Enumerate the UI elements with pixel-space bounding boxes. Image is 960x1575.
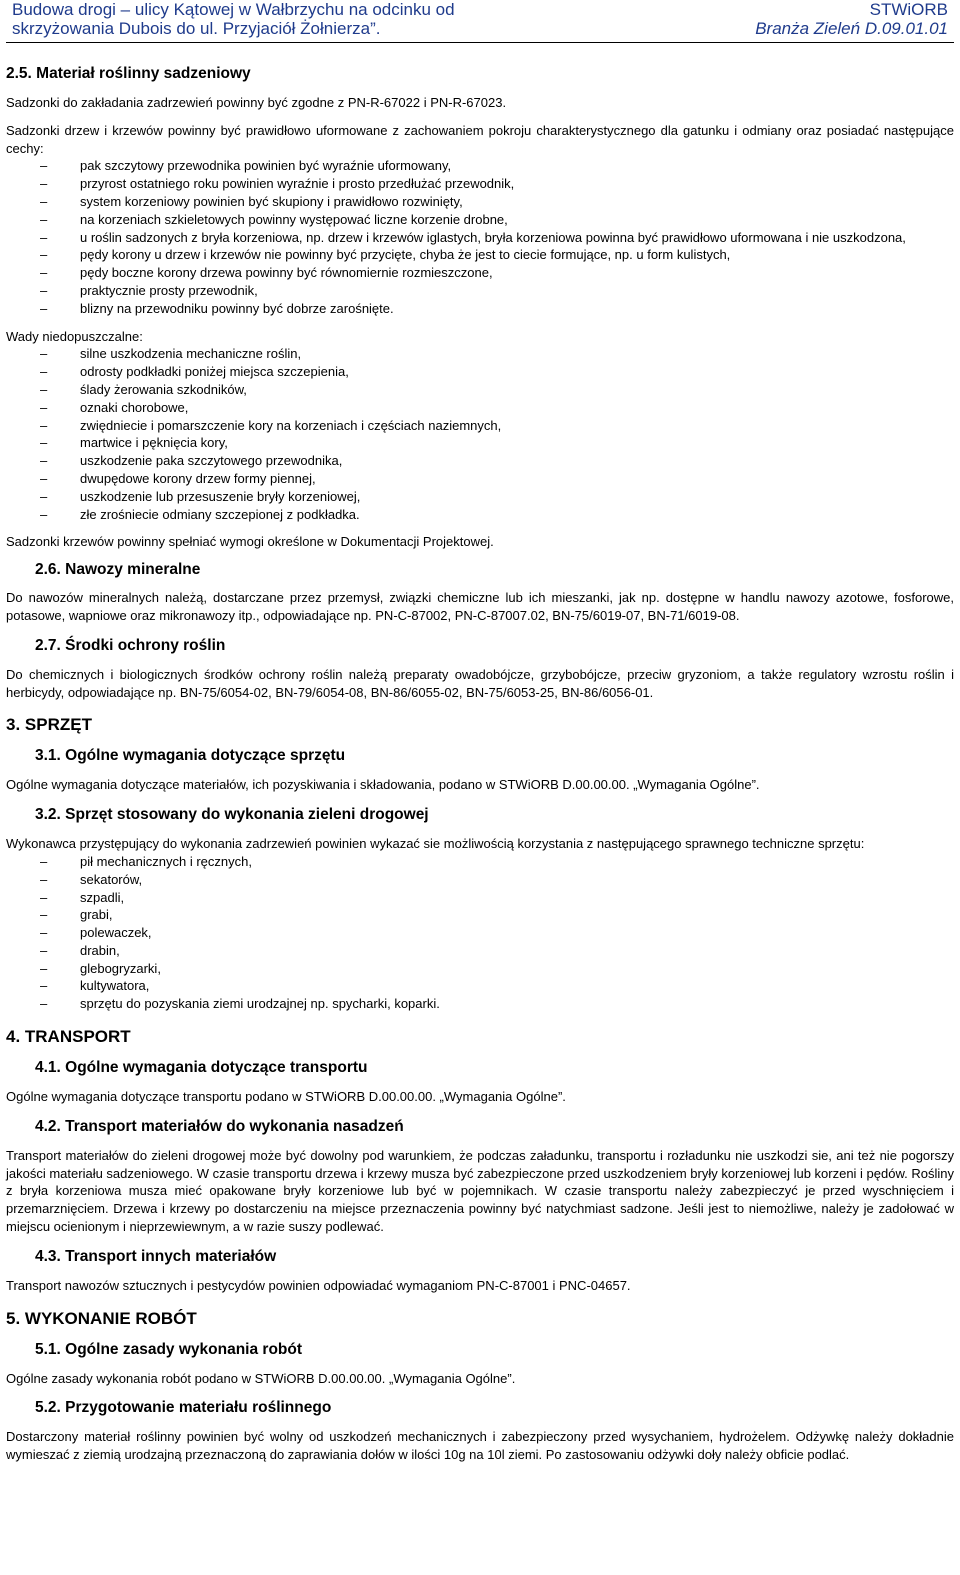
section-4-heading: 4. TRANSPORT	[6, 1027, 131, 1047]
section-5-1-heading: 5.1. Ogólne zasady wykonania robót	[35, 1340, 303, 1358]
section-5-2-heading: 5.2. Przygotowanie materiału roślinnego	[35, 1399, 332, 1417]
list-item: – martwice i pęknięcia kory,	[6, 434, 954, 452]
list-item: – pędy boczne korony drzewa powinny być równomiernie rozmieszczone,	[6, 264, 954, 282]
section-3-1-heading: 3.1. Ogólne wymagania dotyczące sprzętu	[35, 747, 346, 765]
list-item: – silne uszkodzenia mechaniczne roślin,	[6, 345, 954, 363]
list-item: – złe zrośniecie odmiany szczepionej z podkładka.	[6, 506, 954, 524]
list-item: – polewaczek,	[6, 924, 954, 942]
paragraph: Transport nawozów sztucznych i pestycydów powinien odpowiadać wymaganiom PN-C-87001 i PNC-04657.	[6, 1277, 631, 1293]
paragraph: Ogólne wymagania dotyczące transportu podano w STWiORB D.00.00.00. „Wymagania Ogólne”.	[6, 1089, 566, 1105]
paragraph: Sadzonki do zakładania zadrzewień powinny być zgodne z PN-R-67022 i PN-R-67023.	[6, 95, 507, 110]
list-item: – sprzętu do pozyskania ziemi urodzajnej np. spycharki, koparki.	[6, 995, 954, 1013]
list-item: – pędy korony u drzew i krzewów nie powinny być przycięte, chyba że jest to ciecie formujące, np. u form kulistych,	[6, 246, 954, 264]
list-item: – odrosty podkładki poniżej miejsca szczepienia,	[6, 363, 954, 381]
header-spec-code: STWiORB Branża Zieleń D.09.01.01	[755, 0, 948, 38]
list-item: – zwiędniecie i pomarszczenie kory na korzeniach i częściach naziemnych,	[6, 417, 954, 435]
paragraph: Dostarczony materiał roślinny powinien być wolny od uszkodzeń mechanicznych i zabezpieczony przed wysychaniem, hydrożelem. Odżywkę należy dokładnie wymieszać z ziemią urodzajną przeznaczoną do zaprawiania dołów w ilości 10g na 10l ziemi. Po zastosowaniu odżywki doły należy obficie podlać.	[6, 1429, 954, 1463]
defects-heading: Wady niedopuszczalne:	[6, 328, 143, 344]
paragraph: Do nawozów mineralnych należą, dostarczane przez przemysł, związki chemiczne lub ich mieszanki, jak np. dostępne w handlu nawozy azotowe, fosforowe, potasowe, wapniowe oraz mikronawozy itp., odpowiadające np. PN-C-87002, PN-C-87007.02, BN-75/6019-07, BN-71/6019-08.	[6, 590, 954, 623]
list-item: – ślady żerowania szkodników,	[6, 381, 954, 399]
list-item: – szpadli,	[6, 889, 954, 907]
document-body	[6, 64, 954, 1464]
list-item: – grabi,	[6, 906, 954, 924]
list-item: – oznaki chorobowe,	[6, 399, 954, 417]
list-item: – uszkodzenie lub przesuszenie bryły korzeniowej,	[6, 488, 954, 506]
section-3-heading: 3. SPRZĘT	[6, 715, 92, 735]
paragraph: Ogólne zasady wykonania robót podano w STWiORB D.00.00.00. „Wymagania Ogólne”.	[6, 1370, 516, 1386]
list-item: – na korzeniach szkieletowych powinny występować liczne korzenie drobne,	[6, 211, 954, 229]
paragraph: Sadzonki krzewów powinny spełniać wymogi określone w Dokumentacji Projektowej.	[6, 534, 494, 550]
list-item: – glebogryzarki,	[6, 960, 954, 978]
section-2-6-heading: 2.6. Nawozy mineralne	[35, 561, 201, 579]
list-item: – przyrost ostatniego roku powinien wyraźnie i prosto przedłużać przewodnik,	[6, 175, 954, 193]
list-item: – pak szczytowy przewodnika powinien być wyraźnie uformowany,	[6, 157, 954, 175]
defects-list	[6, 345, 954, 523]
list-item: – kultywatora,	[6, 977, 954, 995]
paragraph: Do chemicznych i biologicznych środków ochrony roślin należą preparaty owadobójcze, grzybobójcze, przeciw gryzoniom, a także regulatory wzrostu roślin i herbicydy, odpowiadające np. BN-75/6054-02, BN-79/6054-08, BN-86/6055-02, BN-75/6053-25, BN-86/6056-01.	[6, 666, 954, 700]
list-item: – drabin,	[6, 942, 954, 960]
section-4-1-heading: 4.1. Ogólne wymagania dotyczące transportu	[35, 1059, 368, 1077]
paragraph: Sadzonki drzew i krzewów powinny być prawidłowo uformowane z zachowaniem pokroju charakterystycznego dla gatunku i odmiany oraz posiadać następujące cechy:	[6, 122, 954, 156]
page-header	[6, 0, 954, 43]
paragraph: Wykonawca przystępujący do wykonania zadrzewień powinien wykazać sie możliwością korzystania z następującego sprawnego techniczne sprzętu:	[6, 836, 865, 852]
section-2-5-heading: 2.5. Materiał roślinny sadzeniowy	[6, 65, 251, 82]
header-project-title: Budowa drogi – ulicy Kątowej w Wałbrzychu na odcinku od skrzyżowania Dubois do ul. Przyjaciół Żołnierza”.	[12, 0, 455, 38]
section-2-7-heading: 2.7. Środki ochrony roślin	[35, 636, 226, 654]
list-item: – pił mechanicznych i ręcznych,	[6, 853, 954, 871]
section-4-2-heading: 4.2. Transport materiałów do wykonania nasadzeń	[35, 1117, 404, 1135]
list-item: – system korzeniowy powinien być skupiony i prawidłowo rozwinięty,	[6, 193, 954, 211]
list-item: – sekatorów,	[6, 871, 954, 889]
list-item: – dwupędowe korony drzew formy piennej,	[6, 470, 954, 488]
section-5-heading: 5. WYKONANIE ROBÓT	[6, 1308, 197, 1328]
paragraph: Transport materiałów do zieleni drogowej może być dowolny pod warunkiem, że podczas załadunku, transportu i rozładunku nie uszkodzi sie, ani też nie pogorszy jakości materiału sadzeniowego. W czasie transportu drzewa i krzewy musza być zabezpieczone przed uszkodzeniem bryły korzeniowej lub korzeni i pędów. Rośliny z bryła korzeniowa musza mieć opakowane bryły korzeniowe lub być w pojemnikach. W czasie transportu należy zabezpieczyć je przed wyschnięciem i przemarznięciem. Drzewa i krzewy po dostarczeniu na miejsce przeznaczenia powinny być natychmiast sadzone. Jeśli jest to niemożliwe, należy je zadołować w miejscu ocienionym i nieprzewiewnym, a w razie suszy podlewać.	[6, 1147, 954, 1235]
list-item: – praktycznie prosty przewodnik,	[6, 282, 954, 300]
plant-features-list	[6, 157, 954, 317]
section-3-2-heading: 3.2. Sprzęt stosowany do wykonania zieleni drogowej	[35, 806, 429, 824]
list-item: – uszkodzenie paka szczytowego przewodnika,	[6, 452, 954, 470]
list-item: – u roślin sadzonych z bryła korzeniowa, np. drzew i krzewów iglastych, bryła korzeniowa powinna być prawidłowo uformowana i nie uszkodzona,	[6, 229, 954, 247]
list-item: – blizny na przewodniku powinny być dobrze zarośnięte.	[6, 300, 954, 318]
equipment-list	[6, 853, 954, 1013]
section-4-3-heading: 4.3. Transport innych materiałów	[35, 1247, 277, 1265]
paragraph: Ogólne wymagania dotyczące materiałów, ich pozyskiwania i składowania, podano w STWiORB D.00.00.00. „Wymagania Ogólne”.	[6, 777, 760, 793]
